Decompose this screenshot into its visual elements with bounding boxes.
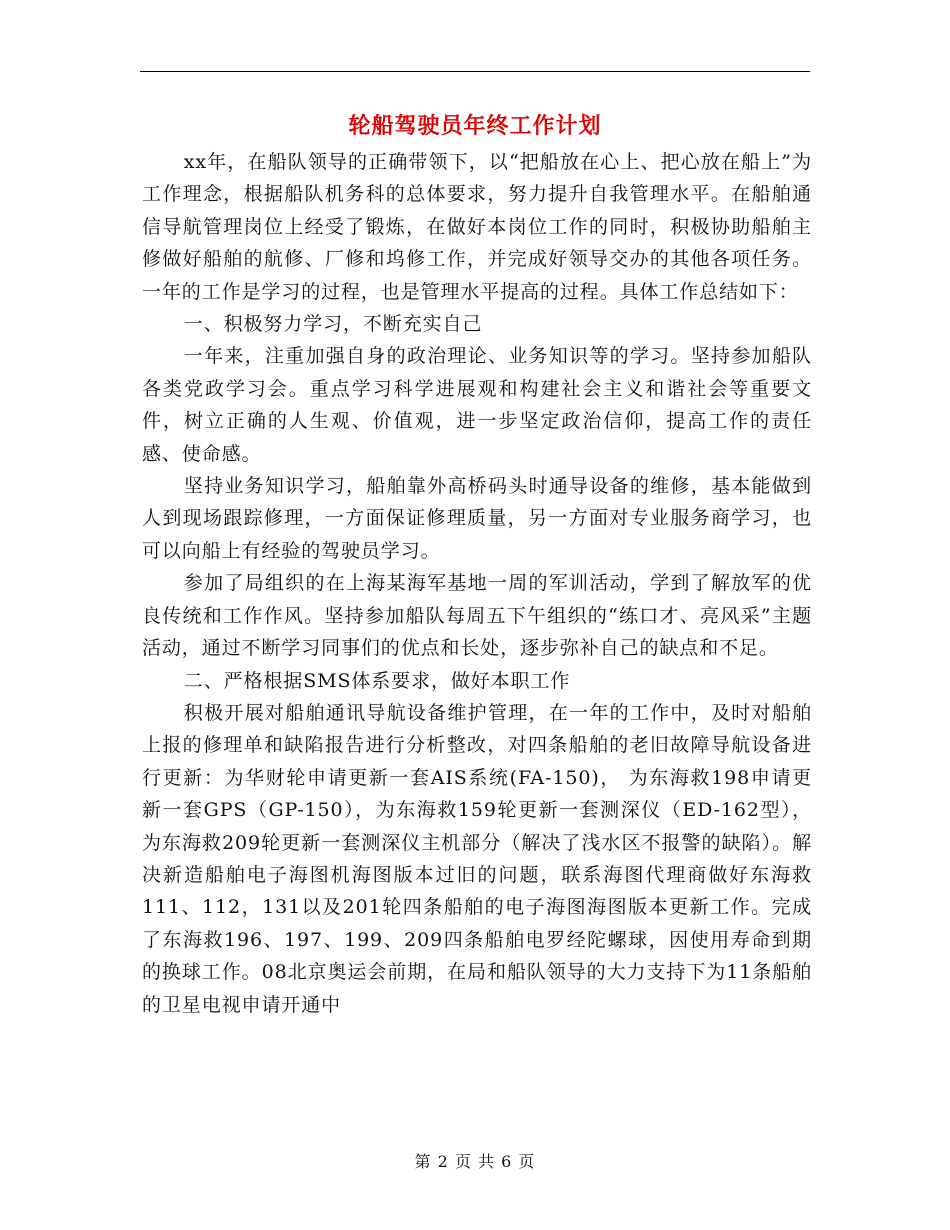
section-heading-1: 一、积极努力学习，不断充实自己 [183, 313, 483, 336]
page-footer: 第 2 页 共 6 页 [414, 1152, 536, 1171]
study-paragraph: 一年来，注重加强自身的政治理论、业务知识等的学习。坚持参加船队各类党政学习会。重点学习科学进展观和构建社会主义和谐社会等重要文件，树立正确的人生观、价值观，进一步坚定政治信仰，提高工作的责任感、使命感。 [142, 345, 812, 465]
maintenance-paragraph: 积极开展对船舶通讯导航设备维护管理，在一年的工作中，及时对船舶上报的修理单和缺陷报告进行分析整改，对四条船舶的老旧故障导航设备进行更新：为华财轮申请更新一套AIS系统(FA-150)， 为东海救198申请更新一套GPS（GP-150），为东海救159轮更新一套测深仪（ED-162型），为东海救209轮更新一套测深仪主机部分（解决了浅水区不报警的缺陷）。解决新造船舶电子海图机海图版本过旧的问题，联系海图代理商做好东海救111、112，131以及201轮四条船舶的电子海图海图版本更新工作。完成了东海救196、197、199、209四条船舶电罗经陀螺球，因使用寿命到期的换球工作。08北京奥运会前期，在局和船队领导的大力支持下为11条船舶的卫星电视申请开通中 [142, 701, 812, 1016]
header-rule [140, 71, 810, 72]
intro-paragraph: xx年，在船队领导的正确带领下，以“把船放在心上、把心放在船上”为工作理念，根据船队机务科的总体要求，努力提升自我管理水平。在船舶通信导航管理岗位上经受了锻炼，在做好本岗位工作的同时，积极协助船舶主修做好船舶的航修、厂修和坞修工作，并完成好领导交办的其他各项任务。一年的工作是学习的过程，也是管理水平提高的过程。具体工作总结如下： [142, 151, 812, 303]
document-body [142, 146, 812, 1021]
document-title: 轮船驾驶员年终工作计划 [348, 113, 602, 139]
business-study-paragraph: 坚持业务知识学习，船舶靠外高桥码头时通导设备的维修，基本能做到人到现场跟踪修理，一方面保证修理质量，另一方面对专业服务商学习，也可以向船上有经验的驾驶员学习。 [142, 475, 812, 562]
military-training-paragraph: 参加了局组织的在上海某海军基地一周的军训活动，学到了解放军的优良传统和工作作风。坚持参加船队每周五下午组织的“练口才、亮风采”主题活动，通过不断学习同事们的优点和长处，逐步弥补自己的缺点和不足。 [142, 572, 812, 660]
section-heading-2: 二、严格根据SMS体系要求，做好本职工作 [183, 669, 571, 692]
